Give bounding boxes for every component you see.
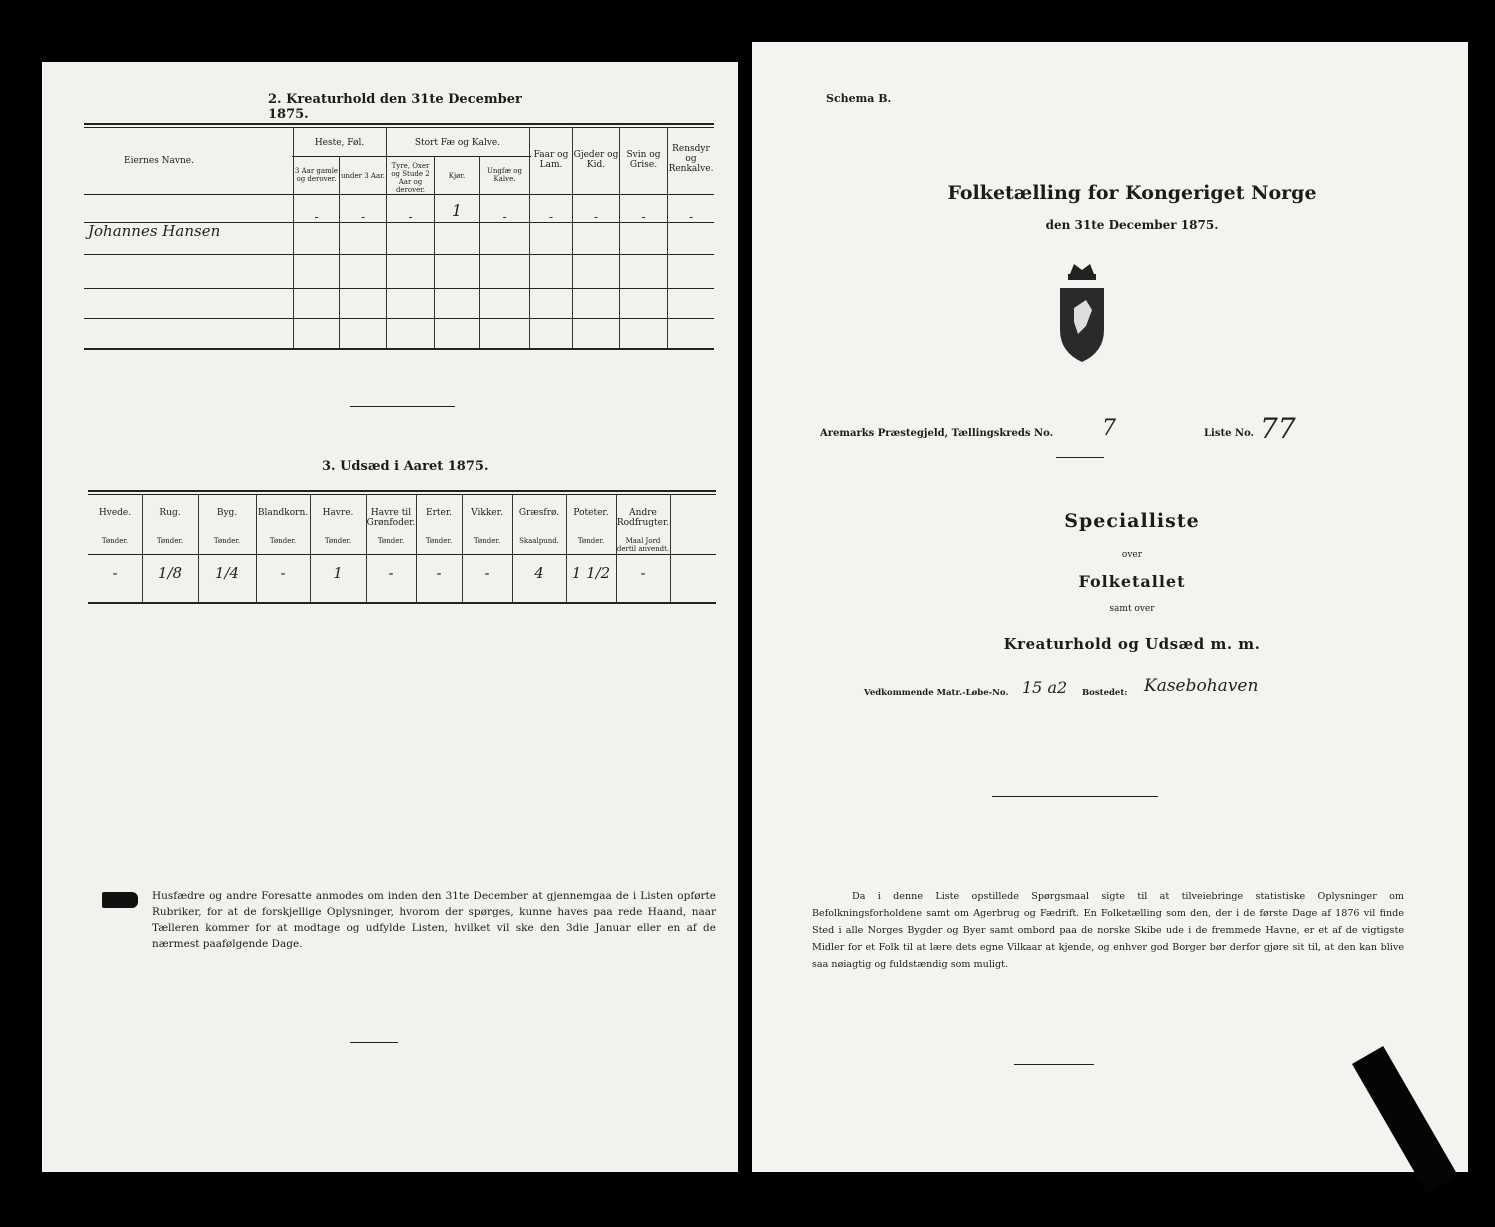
table3-unit: Tønder. [473,537,501,545]
kreaturhold-label: Kreaturhold og Udsæd m. m. [1003,635,1261,653]
right-page [752,42,1468,1172]
table3-header: Havre til Grønfoder. [366,508,416,528]
value-horses-old: - [314,210,319,224]
value-bulls: - [408,210,413,224]
table3-unit: Skaalpund. [519,537,559,545]
table3-header: Byg. [216,508,238,518]
table3-value: 1/8 [157,564,183,582]
value-goats: - [593,210,599,224]
table3-value: 1/4 [214,564,240,582]
table3-header: Græsfrø. [518,508,560,518]
table3-unit: Tønder. [269,537,297,545]
table3-value: - [280,564,286,582]
col-sheep: Faar og Lam. [533,150,569,170]
table3-header: Havre. [322,508,354,518]
divider [1056,457,1104,458]
table2-vline [434,156,435,348]
table3-header: Poteter. [573,508,609,518]
divider [350,406,455,407]
table2-subheader-rule [292,156,531,157]
col-cattle-calves: Ungfæ og Kalve. [487,167,522,183]
table3-header: Andre Rodfrugter. [616,508,670,528]
table2-vline [479,156,480,348]
value-reindeer: - [688,210,694,224]
table2-top-rule [84,123,714,125]
table3-header: Erter. [426,508,452,518]
table3-vline [670,494,671,602]
list-number: 77 [1260,412,1296,445]
col-horses-young: under 3 Aar. [341,172,385,180]
table3-header: Hvede. [98,508,132,518]
notice-text: Husfædre og andre Foresatte anmodes om inden den 31te December at gjennemgaa de i Listen opførte Rubriker, for at de forskjellige Oplysninger, hvorom der spørges, kunne haves paa rede Haand, naar Tælleren kommer for at modtage og udfylde Listen, hvilket vil ske den 3die Januar eller en af de nærmest paafølgende Dage. [152,890,716,950]
col-cattle-cows: Kjør. [448,172,466,180]
parish-label: Aremarks Præstegjeld, Tællingskreds No. [820,428,1054,439]
table2-bottom-rule [84,348,714,350]
table3-header: Rug. [159,508,181,518]
section2-title: 2. Kreaturhold den 31te December 1875. [268,92,522,122]
table3-value: 1 [333,564,343,582]
table3-top-rule2 [88,494,716,495]
bosted-label: Bostedet: [1082,688,1128,698]
value-sheep: - [548,210,554,224]
owner-name-cell: Johannes Hansen [88,222,221,240]
census-date: den 31te December 1875. [1045,218,1219,232]
col-cattle-bulls: Tyre, Oxer og Stude 2 Aar og derover. [391,162,430,194]
table3-value: 1 1/2 [571,564,611,582]
table3-header: Blandkorn. [257,508,309,518]
district-number: 7 [1102,416,1116,441]
value-horses-young: - [360,210,366,224]
divider [992,796,1158,797]
table3-bottom-rule [88,602,716,604]
value-cows: 1 [451,201,463,220]
value-calves: - [502,210,507,224]
divider [350,1042,398,1043]
table2-vline [339,156,340,348]
table3-unit: Tønder. [577,537,605,545]
section3-title: 3. Udsæd i Aaret 1875. [322,459,489,474]
col-cattle: Stort Fæ og Kalve. [414,138,501,148]
table3-value: - [436,564,442,582]
info-text: Da i denne Liste opstillede Spørgsmaal sigte til at tilveiebringe statistiske Oplysninger om Befolkningsforholdene samt om Agerbrug og Fædrift. En Folketælling som den, der i de første Dage af 1876 vil finde Sted i alle Norges Bygder og Byer samt ombord paa de norske Skibe ude i de fremmede Havne, er et af de vigtigste Midler for et Folk til at lære dets egne Vilkaar at kjende, og enhver god Borger bør derfor gjøre sit til, at den kan blive saa nøiagtig og fuldstændig som muligt. [812,891,1404,970]
folketallet-label: Folketallet [1078,572,1186,591]
over-label: over [1121,550,1143,560]
col-horses-old: 3 Aar gamle og derover. [294,167,339,183]
pointing-hand-icon [102,892,138,908]
table3-unit: Tønder. [324,537,352,545]
table3-unit: Tønder. [101,537,129,545]
matr-value: 15 a2 [1022,678,1068,697]
col-owner-name: Eiernes Navne. [124,156,194,166]
table3-value: - [112,564,118,582]
col-reindeer: Rensdyr og Renkalve. [668,144,714,174]
list-label: Liste No. [1204,428,1255,439]
specialliste-title: Specialliste [1064,510,1200,532]
table3-unit: Tønder. [156,537,184,545]
table3-top-rule [88,490,716,492]
coat-of-arms-icon [1052,260,1112,364]
table3-unit: Tønder. [213,537,241,545]
table3-value: - [640,564,646,582]
col-horses: Heste, Føl. [314,138,365,148]
col-pigs: Svin og Grise. [626,150,661,170]
table3-header-rule [88,554,716,555]
matr-label: Vedkommende Matr.-Løbe-No. [864,688,1009,698]
table3-value: 4 [534,564,544,582]
col-goats: Gjeder og Kid. [573,150,619,170]
left-page [42,62,738,1172]
value-pigs: - [641,210,646,224]
table3-header: Vikker. [471,508,503,518]
table3-value: - [484,564,490,582]
table3-unit: Tønder. [377,537,405,545]
table3-value: - [388,564,394,582]
table3-unit: Maal Jord dertil anvendt. [616,537,670,553]
samt-over-label: samt over [1109,604,1155,614]
schema-label: Schema B. [826,92,892,105]
table3-unit: Tønder. [425,537,453,545]
divider [1014,1064,1094,1065]
table2-vline [386,127,387,348]
bosted-value: Kasebohaven [1144,676,1259,696]
census-title: Folketælling for Kongeriget Norge [947,182,1317,204]
